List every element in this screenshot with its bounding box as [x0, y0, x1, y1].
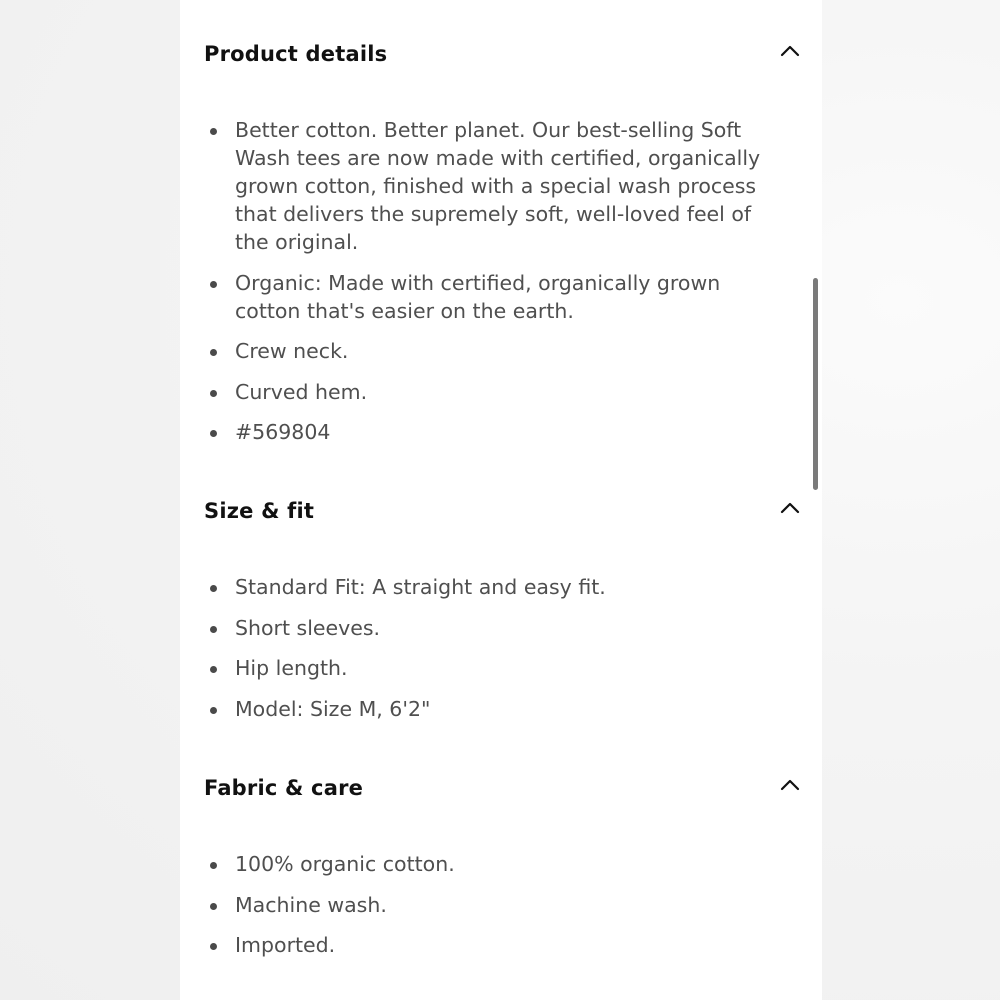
bullet: [210, 626, 217, 633]
section-title: Size & fit: [204, 499, 315, 523]
list-item: Better cotton. Better planet. Our best-selling Soft Wash tees are now made with certified, organically grown cotton, finished with a special wash process that delivers the supremely soft, well-loved feel of the original.: [180, 116, 775, 256]
bullet: [210, 862, 217, 869]
bullet: [210, 281, 217, 288]
chevron-up-icon[interactable]: [778, 774, 802, 798]
chevron-up-icon[interactable]: [778, 497, 802, 521]
bullet: [210, 707, 217, 714]
bullet: [210, 903, 217, 910]
list-item: Curved hem.: [180, 378, 775, 406]
list-item: Hip length.: [180, 654, 775, 682]
bullet: [210, 128, 217, 135]
fabric-care-list: [180, 850, 775, 972]
section-title: Fabric & care: [204, 776, 364, 800]
chevron-up-icon[interactable]: [778, 40, 802, 64]
bullet: [210, 390, 217, 397]
section-title: Product details: [204, 42, 388, 66]
list-item: Machine wash.: [180, 891, 775, 919]
size-fit-list: [180, 573, 775, 735]
product-details-header[interactable]: [180, 36, 822, 76]
bullet: [210, 585, 217, 592]
scrollbar-thumb[interactable]: [813, 278, 818, 490]
bullet: [210, 666, 217, 673]
bullet: [210, 943, 217, 950]
list-item: Short sleeves.: [180, 614, 775, 642]
list-item: Crew neck.: [180, 337, 775, 365]
list-item: Imported.: [180, 931, 775, 959]
list-item: 100% organic cotton.: [180, 850, 775, 878]
bullet: [210, 349, 217, 356]
product-details-list: [180, 116, 775, 459]
fabric-care-header[interactable]: [180, 770, 822, 810]
list-item: Model: Size M, 6'2": [180, 695, 775, 723]
bullet: [210, 430, 217, 437]
list-item: Standard Fit: A straight and easy fit.: [180, 573, 775, 601]
list-item: #569804: [180, 418, 775, 446]
list-item: Organic: Made with certified, organically grown cotton that's easier on the earth.: [180, 269, 775, 325]
size-fit-header[interactable]: [180, 493, 822, 533]
product-info-panel: [180, 0, 822, 1000]
